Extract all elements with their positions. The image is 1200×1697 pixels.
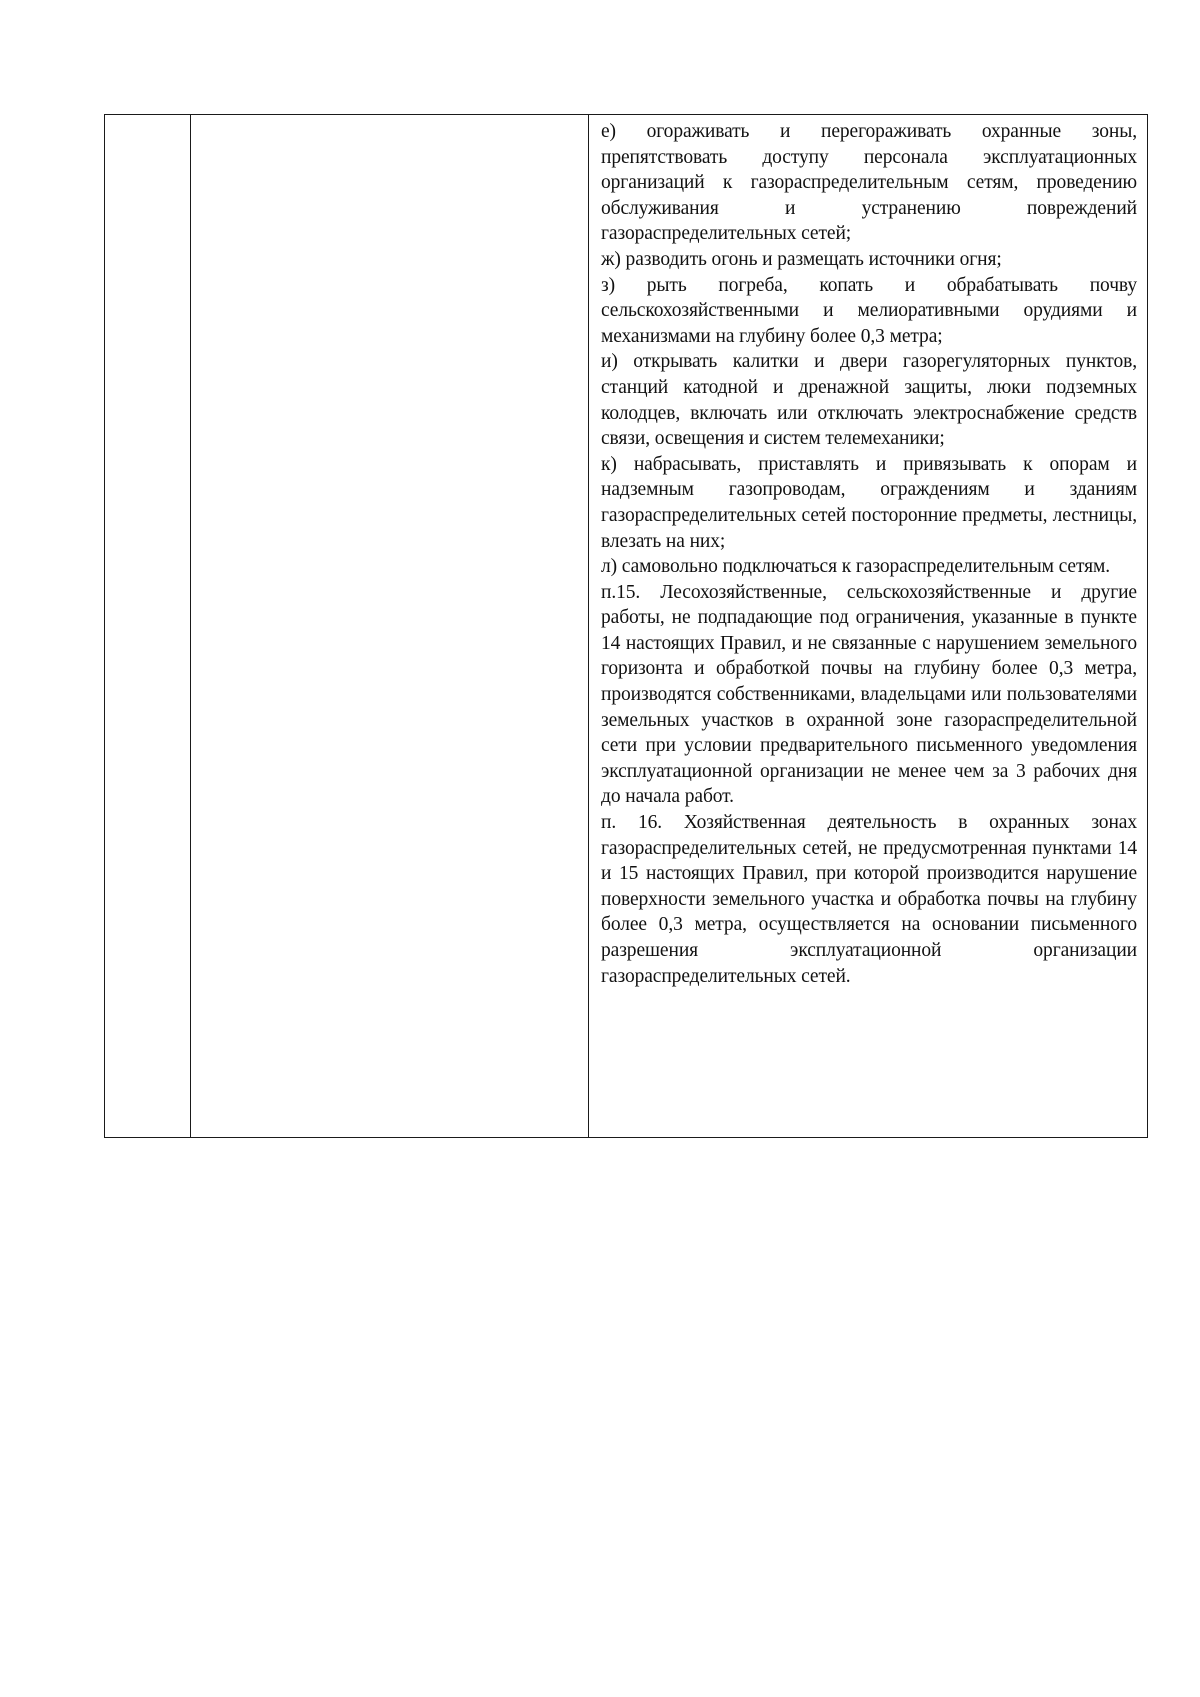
paragraph-item-l: л) самовольно подключаться к газораспределительным сетям.	[601, 556, 1111, 578]
table-cell-number	[105, 115, 191, 1137]
paragraph-item-z: з) рыть погреба, копать и обрабатывать почву сельскохозяйственными и мелиоративными орудиями и механизмами на глубину более 0,3 метра;	[601, 274, 1137, 347]
paragraph-item-zh: ж) разводить огонь и размещать источники огня;	[601, 248, 1002, 270]
paragraph-item-k: к) набрасывать, приставлять и привязывать к опорам и надземным газопроводам, ограждениям и зданиям газораспределительных сетей посторонние предметы, лестницы, влезать на них;	[601, 453, 1137, 552]
document-table	[104, 114, 1148, 1138]
paragraph-item-e: е) огораживать и перегораживать охранные зоны, препятствовать доступу персонала эксплуатационных организаций к газораспределительным сетям, проведению обслуживания и устранению повреждений газораспределительных сетей;	[601, 121, 1137, 245]
table-cell-content	[589, 115, 1147, 1137]
table-cell-title	[191, 115, 589, 1137]
paragraph-clause-16: п. 16. Хозяйственная деятельность в охранных зонах газораспределительных сетей, не предусмотренная пунктами 14 и 15 настоящих Правил, при которой производится нарушение поверхности земельного участка и обработка почвы на глубину более 0,3 метра, осуществляется на основании письменного разрешения эксплуатационной организации газораспределительных сетей.	[601, 812, 1137, 987]
paragraph-item-i: и) открывать калитки и двери газорегуляторных пунктов, станций катодной и дренажной защиты, люки подземных колодцев, включать или отключать электроснабжение средств связи, освещения и систем телемеханики;	[601, 351, 1137, 450]
paragraph-clause-15: п.15. Лесохозяйственные, сельскохозяйственные и другие работы, не подпадающие под ограничения, указанные в пункте 14 настоящих Правил, и не связанные с нарушением земельного горизонта и обработкой почвы на глубину более 0,3 метра, производятся собственниками, владельцами или пользователями земельных участков в охранной зоне газораспределительной сети при условии предварительного письменного уведомления эксплуатационной организации не менее чем за 3 рабочих дня до начала работ.	[601, 581, 1137, 808]
